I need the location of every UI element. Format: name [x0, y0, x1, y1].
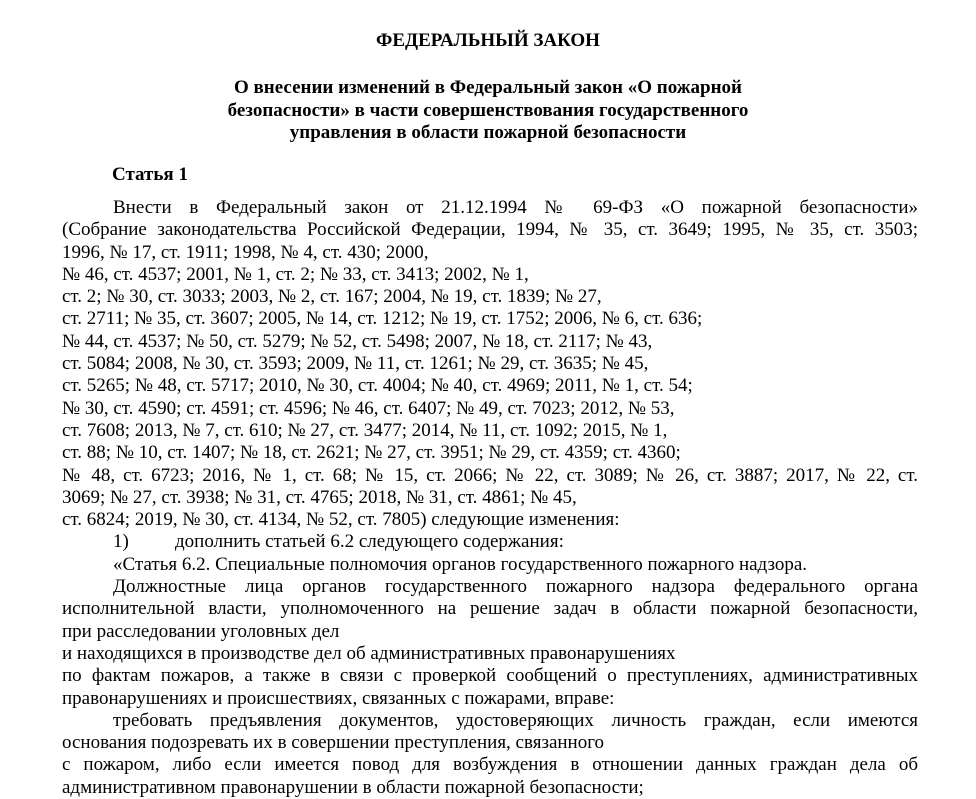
text-line: ст. 88; № 10, ст. 1407; № 18, ст. 2621; № 27, ст. 3951; № 29, ст. 4359; ст. 4360;: [62, 442, 681, 464]
law-title-line: безопасности» в части совершенствования государственного: [227, 99, 749, 121]
text-line: 1996, № 17, ст. 1911; 1998, № 4, ст. 430; 2000,: [62, 241, 429, 263]
text-line: ст. 5084; 2008, № 30, ст. 3593; 2009, № 11, ст. 1261; № 29, ст. 3635; № 45,: [62, 353, 649, 375]
list-item-line: [62, 531, 918, 553]
text-line: с пожаром, либо если имеется повод для возбуждения в отношении данных граждан дела об: [62, 754, 918, 776]
law-title: [0, 77, 976, 145]
text-line: по фактам пожаров, а также в связи с проверкой сообщений о преступлениях, административных: [62, 665, 918, 687]
text-line: и находящихся в производстве дел об административных правонарушениях: [62, 642, 676, 664]
law-title-line: О внесении изменений в Федеральный закон «О пожарной: [234, 77, 742, 98]
text-line: № 46, ст. 4537; 2001, № 1, ст. 2; № 33, ст. 3413; 2002, № 1,: [62, 263, 529, 285]
text-line: «Статья 6.2. Специальные полномочия органов государственного пожарного надзора.: [113, 553, 808, 575]
text-line: основания подозревать их в совершении преступления, связанного: [62, 732, 605, 754]
text-line: ст. 5265; № 48, ст. 5717; 2010, № 30, ст. 4004; № 40, ст. 4969; 2011, № 1, ст. 54;: [62, 375, 693, 397]
text-line: при расследовании уголовных дел: [62, 620, 340, 642]
list-item-text: дополнить статьей 6.2 следующего содержания:: [175, 531, 564, 553]
text-line: 3069; № 27, ст. 3938; № 31, ст. 4765; 2018, № 31, ст. 4861; № 45,: [62, 486, 577, 508]
list-item-number: 1): [113, 531, 129, 553]
text-line: (Собрание законодательства Российской Федерации, 1994, № 35, ст. 3649; 1995, № 35, ст. 3503;: [62, 219, 918, 241]
text-line: ст. 2711; № 35, ст. 3607; 2005, № 14, ст. 1212; № 19, ст. 1752; 2006, № 6, ст. 636;: [62, 308, 703, 330]
text-line: исполнительной власти, уполномоченного на решение задач в области пожарной безопасности,: [62, 598, 918, 620]
text-line: № 48, ст. 6723; 2016, № 1, ст. 68; № 15, ст. 2066; № 22, ст. 3089; № 26, ст. 3887; 2017, № 22, ст.: [62, 464, 918, 486]
text-line: Должностные лица органов государственного пожарного надзора федерального органа: [113, 576, 918, 598]
text-line: ст. 2; № 30, ст. 3033; 2003, № 2, ст. 167; 2004, № 19, ст. 1839; № 27,: [62, 286, 602, 308]
text-line: административном правонарушении в области пожарной безопасности;: [62, 776, 644, 798]
text-line: ст. 6824; 2019, № 30, ст. 4134, № 52, ст. 7805) следующие изменения:: [62, 509, 620, 531]
law-title-line: управления в области пожарной безопасности: [289, 122, 687, 143]
text-line: правонарушениях и происшествиях, связанных с пожарами, вправе:: [62, 687, 615, 709]
article-heading: Статья 1: [112, 164, 188, 185]
text-line: Внести в Федеральный закон от 21.12.1994 № 69-ФЗ «О пожарной безопасности»: [113, 197, 918, 218]
document-body: [62, 197, 918, 799]
text-line: № 30, ст. 4590; ст. 4591; ст. 4596; № 46, ст. 6407; № 49, ст. 7023; 2012, № 53,: [62, 397, 675, 419]
text-line: ст. 7608; 2013, № 7, ст. 610; № 27, ст. 3477; 2014, № 11, ст. 1092; 2015, № 1,: [62, 419, 668, 441]
text-line: № 44, ст. 4537; № 50, ст. 5279; № 52, ст. 5498; 2007, № 18, ст. 2117; № 43,: [62, 330, 653, 352]
law-type-heading: ФЕДЕРАЛЬНЫЙ ЗАКОН: [376, 30, 600, 51]
text-line: требовать предъявления документов, удостоверяющих личность граждан, если имеются: [113, 709, 918, 731]
